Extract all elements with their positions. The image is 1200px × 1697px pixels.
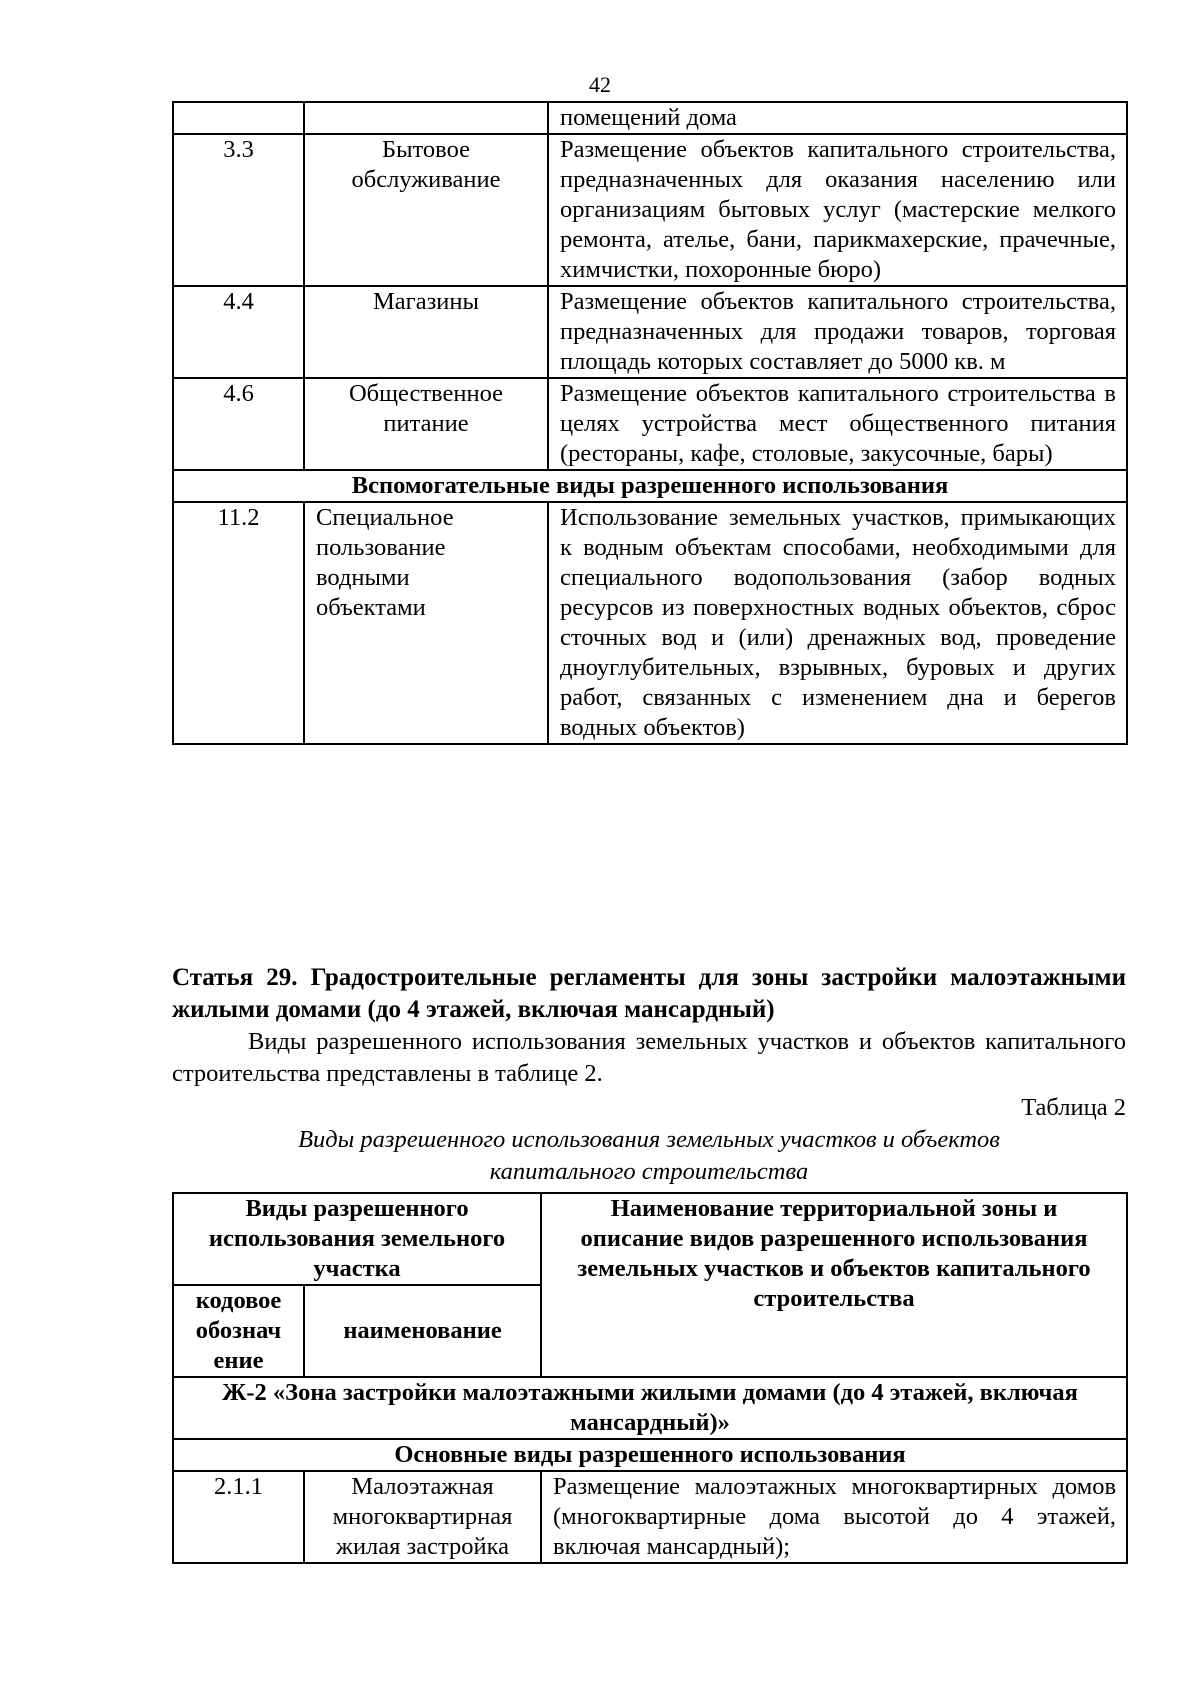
table-row — [173, 286, 1127, 378]
table-cell-name: Малоэтажная многоквартирная жилая застройка — [304, 1471, 541, 1563]
zone-title-row — [173, 1377, 1127, 1439]
table-cell-description: Размещение объектов капитального строительства, предназначенных для оказания населению или организациям бытовых услуг (мастерские мелкого ремонта, ателье, бани, парикмахерские, прачечные, химчистки, похоронные бюро) — [548, 134, 1127, 286]
permitted-use-table-continued — [172, 101, 1128, 745]
section-header-row — [173, 1439, 1127, 1471]
table-cell-description: Использование земельных участков, примыкающих к водным объектам способами, необходимыми для специального водопользования (забор водных ресурсов из поверхностных водных объектов, сброс сточных вод и (или) дренажных вод, проведение дноуглубительных, взрывных, буровых и других работ, связанных с изменением дна и берегов водных объектов) — [548, 502, 1127, 744]
header-group-cell: Виды разрешенного использования земельного участка — [173, 1193, 541, 1285]
table-cell-code: 4.4 — [173, 286, 304, 378]
header-description-cell: Наименование территориальной зоны и описание видов разрешенного использования земельных участков и объектов капитального строительства — [541, 1193, 1127, 1377]
page-number: 42 — [589, 72, 611, 97]
article-text: Виды разрешенного использования земельных участков и объектов капитального строительства представлены в таблице 2. — [172, 1028, 1126, 1087]
table-cell-code: 3.3 — [173, 134, 304, 286]
table-row — [173, 378, 1127, 470]
table-cell-description: Размещение объектов капитального строительства, предназначенных для продажи товаров, торговая площадь которых составляет до 5000 кв. м — [548, 286, 1127, 378]
permitted-use-table-2 — [172, 1192, 1128, 1564]
table-cell-code: 4.6 — [173, 378, 304, 470]
table-row — [173, 134, 1127, 286]
table-cell-code: 11.2 — [173, 502, 304, 744]
table-row — [173, 502, 1127, 744]
table-caption: Виды разрешенного использования земельных участков и объектов капитального строительства — [298, 1126, 1000, 1185]
table-number-label: Таблица 2 — [1021, 1094, 1126, 1121]
header-code-cell: кодовое обознач ение — [173, 1285, 304, 1377]
table-cell-description: помещений дома — [548, 102, 1127, 134]
article-title: Статья 29. Градостроительные регламенты для зоны застройки малоэтажными жилыми домами (до 4 этажей, включая мансардный) — [172, 964, 1126, 1023]
table-cell-name: Бытовое обслуживание — [304, 134, 548, 286]
table-row — [173, 102, 1127, 134]
table-cell-name: Общественное питание — [304, 378, 548, 470]
zone-title: Ж-2 «Зона застройки малоэтажными жилыми домами (до 4 этажей, включая мансардный)» — [173, 1377, 1127, 1439]
table-header-row — [173, 1193, 1127, 1285]
section-header-row — [173, 470, 1127, 502]
table-cell-name: Магазины — [304, 286, 548, 378]
section-auxiliary-heading: Вспомогательные виды разрешенного использования — [173, 470, 1127, 502]
article-block — [172, 962, 1126, 1188]
section-main-heading: Основные виды разрешенного использования — [173, 1439, 1127, 1471]
table-cell-description: Размещение объектов капитального строительства в целях устройства мест общественного питания (рестораны, кафе, столовые, закусочные, бары) — [548, 378, 1127, 470]
table-cell-code — [173, 102, 304, 134]
table-cell-name — [304, 102, 548, 134]
table-row — [173, 1471, 1127, 1563]
header-name-cell: наименование — [304, 1285, 541, 1377]
table-cell-code: 2.1.1 — [173, 1471, 304, 1563]
table-cell-name: Специальное пользование водными объектами — [304, 502, 548, 744]
table-cell-description: Размещение малоэтажных многоквартирных домов (многоквартирные дома высотой до 4 этажей, включая мансардный); — [541, 1471, 1127, 1563]
